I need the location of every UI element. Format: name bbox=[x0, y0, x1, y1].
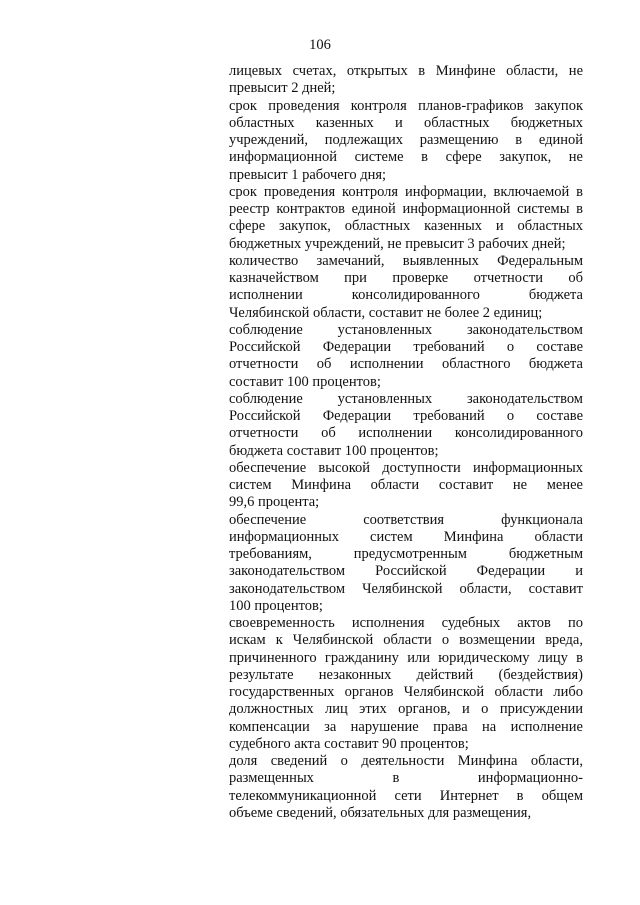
page-number: 106 bbox=[309, 37, 331, 53]
paragraph bbox=[229, 184, 583, 253]
text-line: бюджетных учреждений, не превысит 3 рабочих дней; bbox=[229, 235, 566, 252]
text-line: искам к Челябинской области о возмещении вреда, bbox=[229, 632, 583, 649]
text-line: лицевых счетах, открытых в Минфине области, не bbox=[229, 63, 583, 79]
text-line: результате незаконных действий (бездействия) bbox=[229, 666, 583, 683]
text-line: казначейством при проверке отчетности об bbox=[229, 270, 583, 286]
text-line: количество замечаний, выявленных Федеральным bbox=[229, 252, 583, 269]
text-line: размещенных в информационно- bbox=[229, 770, 583, 787]
text-line: Российской Федерации требований о составе bbox=[229, 408, 583, 424]
text-line: отчетности об исполнении консолидированного bbox=[229, 425, 583, 442]
text-line: срок проведения контроля информации, включаемой в bbox=[229, 183, 583, 200]
text-line: 99,6 процента; bbox=[229, 494, 320, 511]
text-line: исполнении консолидированного бюджета bbox=[229, 287, 583, 304]
paragraph bbox=[229, 98, 583, 184]
text-line: информационных систем Минфина области bbox=[229, 528, 583, 545]
paragraph bbox=[229, 615, 583, 753]
text-line: превысит 1 рабочего дня; bbox=[229, 166, 387, 183]
text-line: компенсации за нарушение права на исполнение bbox=[229, 718, 583, 735]
text-line: своевременность исполнения судебных актов по bbox=[229, 615, 583, 631]
text-line: отчетности об исполнении областного бюджета bbox=[229, 356, 583, 373]
text-line: областных казенных и областных бюджетных bbox=[229, 114, 583, 131]
text-line: превысит 2 дней; bbox=[229, 80, 336, 97]
paragraph bbox=[229, 512, 583, 616]
body-text bbox=[229, 63, 583, 822]
paragraph bbox=[229, 322, 583, 391]
text-line: доля сведений о деятельности Минфина области, bbox=[229, 753, 583, 769]
text-line: телекоммуникационной сети Интернет в общем bbox=[229, 787, 583, 804]
paragraph bbox=[229, 460, 583, 512]
text-line: Челябинской области, составит не более 2 единиц; bbox=[229, 304, 543, 321]
text-line: должностных лиц этих органов, и о присуждении bbox=[229, 701, 583, 718]
text-line: требованиям, предусмотренным бюджетным bbox=[229, 546, 583, 562]
text-line: бюджета составит 100 процентов; bbox=[229, 442, 439, 459]
paragraph bbox=[229, 253, 583, 322]
text-line: объеме сведений, обязательных для размещения, bbox=[229, 804, 532, 821]
text-line: реестр контрактов единой информационной системы в bbox=[229, 201, 583, 217]
text-line: причиненного гражданину или юридическому лицу в bbox=[229, 649, 583, 666]
paragraph bbox=[229, 391, 583, 460]
text-line: учреждений, подлежащих размещению в единой bbox=[229, 132, 583, 148]
text-line: сфере закупок, областных казенных и областных bbox=[229, 218, 583, 235]
text-line: срок проведения контроля планов-графиков закупок bbox=[229, 97, 583, 114]
text-line: государственных органов Челябинской области либо bbox=[229, 684, 583, 700]
text-line: 100 процентов; bbox=[229, 597, 323, 614]
text-line: соблюдение установленных законодательством bbox=[229, 321, 583, 338]
text-line: информационной системе в сфере закупок, не bbox=[229, 149, 583, 166]
text-line: Российской Федерации требований о составе bbox=[229, 339, 583, 355]
paragraph bbox=[229, 63, 583, 98]
text-line: законодательством Челябинской области, составит bbox=[229, 580, 583, 597]
text-line: судебного акта составит 90 процентов; bbox=[229, 735, 469, 752]
text-line: составит 100 процентов; bbox=[229, 373, 381, 390]
text-line: соблюдение установленных законодательством bbox=[229, 390, 583, 407]
text-line: законодательством Российской Федерации и bbox=[229, 563, 583, 580]
text-line: систем Минфина области составит не менее bbox=[229, 477, 583, 493]
text-line: обеспечение высокой доступности информационных bbox=[229, 459, 583, 476]
text-line: обеспечение соответствия функционала bbox=[229, 511, 583, 528]
paragraph bbox=[229, 753, 583, 822]
